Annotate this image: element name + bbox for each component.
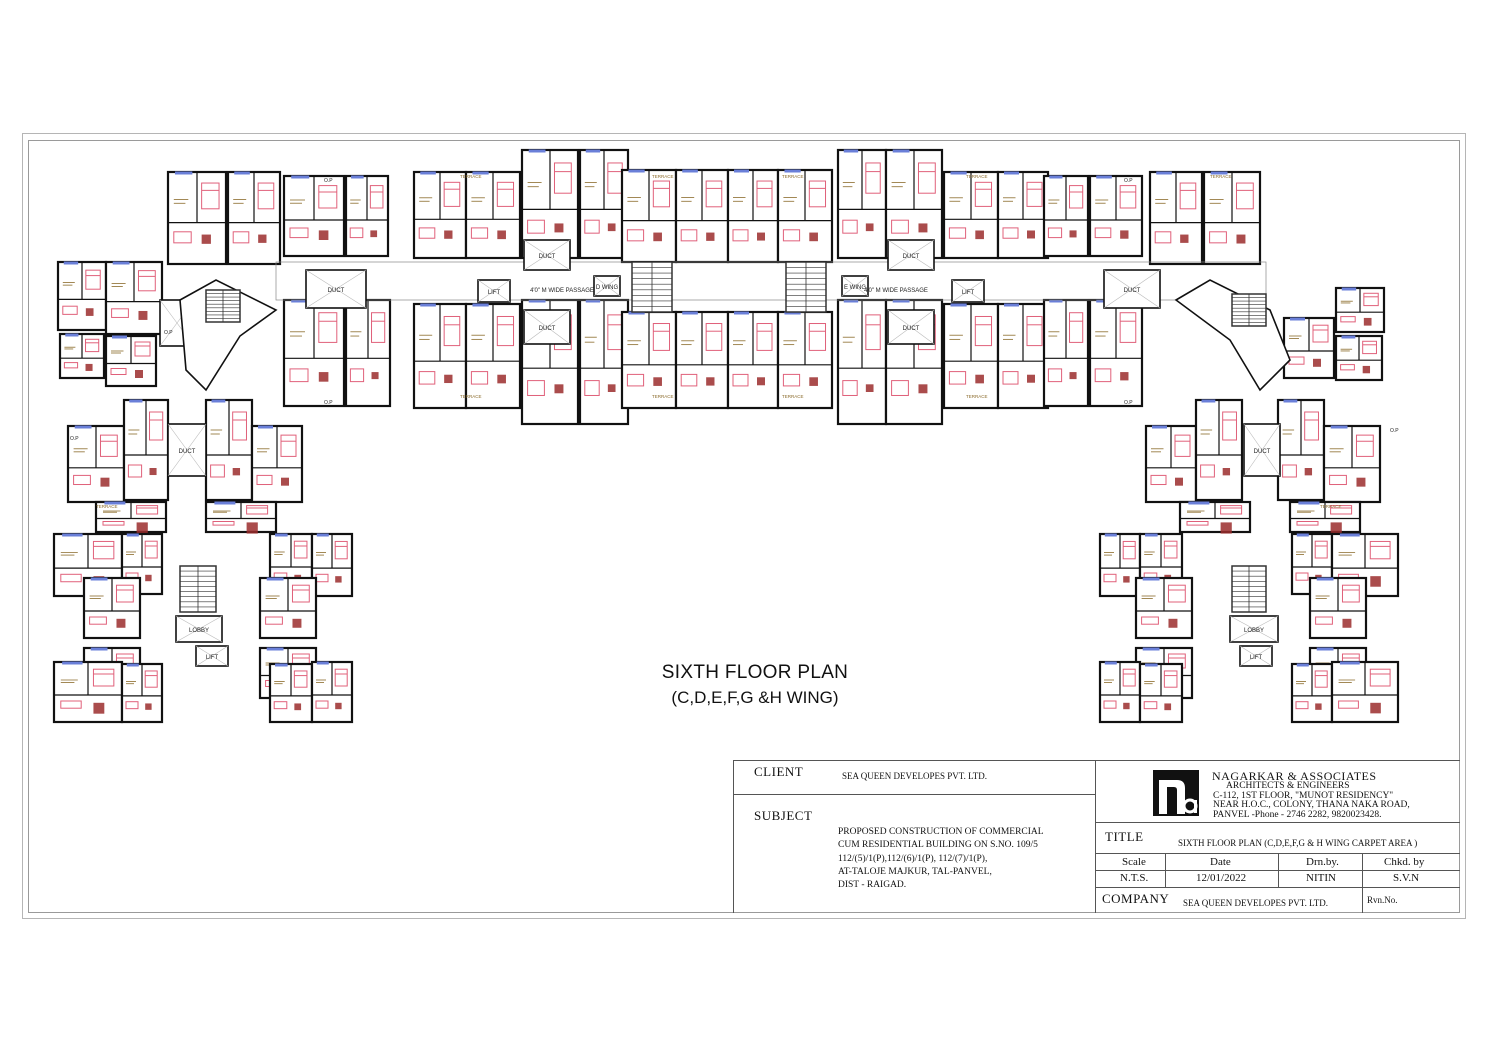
apartment-unit [312, 662, 352, 722]
apartment-unit [676, 170, 728, 262]
dining-table-icon [706, 233, 714, 241]
duct-label: DUCT [178, 449, 196, 455]
apartment-unit [284, 176, 344, 256]
dining-table-icon [1313, 359, 1321, 367]
staircase [1232, 294, 1266, 326]
apartment-unit [58, 262, 106, 330]
dining-table-icon [1070, 230, 1077, 237]
dining-table-icon [1180, 235, 1188, 243]
apartment-unit [60, 334, 104, 378]
apartment-unit [1196, 400, 1242, 500]
staircase [180, 566, 216, 612]
wing-label-label: E WING [844, 285, 866, 291]
dining-table-icon [653, 233, 662, 242]
apartment-unit [1292, 664, 1332, 722]
company-value: SEA QUEEN DEVELOPES PVT. LTD. [1183, 898, 1329, 908]
dining-table-icon [866, 384, 874, 392]
dining-table-icon [1221, 522, 1232, 533]
dining-table-icon [1120, 372, 1128, 380]
dining-table-icon [975, 230, 984, 239]
apartment-unit [228, 172, 280, 264]
apartment-unit [1180, 502, 1250, 534]
apartment-unit [466, 172, 520, 258]
scale-value: N.T.S. [1120, 872, 1149, 884]
op-label: O.P [70, 436, 79, 442]
dining-table-icon [86, 364, 93, 371]
dining-table-icon [202, 235, 211, 244]
dining-table-icon [653, 377, 662, 386]
dining-table-icon [335, 703, 341, 709]
apartment-unit [168, 172, 226, 264]
firm-line-3: NEAR H.O.C., COLONY, THANA NAKA ROAD, [1213, 800, 1410, 810]
date-label: Date [1210, 856, 1231, 868]
apartment-unit [728, 170, 778, 262]
duct [1104, 270, 1160, 308]
apartment-unit [1090, 300, 1142, 406]
dining-table-icon [138, 311, 147, 320]
apartment-unit [778, 170, 832, 262]
duct-label: DUCT [1123, 288, 1141, 294]
apartment-unit [1332, 662, 1398, 722]
drawn-by-value: NITIN [1306, 872, 1336, 884]
op-label: O.P [1124, 178, 1133, 184]
firm-name: NAGARKAR & ASSOCIATES [1212, 769, 1377, 783]
apartment-unit [944, 172, 998, 258]
apartment-unit [1090, 176, 1142, 256]
dining-table-icon [1164, 703, 1171, 710]
apartment-unit [1336, 288, 1384, 332]
dining-table-icon [1027, 230, 1035, 238]
op-label: O.P [324, 400, 333, 406]
lift [478, 280, 510, 302]
dining-table-icon [809, 233, 818, 242]
apartment-unit [1100, 662, 1140, 722]
apartment-unit [838, 300, 886, 424]
terrace-label: TERRACE [460, 394, 482, 399]
op-label: O.P [1390, 428, 1399, 434]
lift [196, 646, 228, 666]
dining-table-icon [281, 478, 289, 486]
firm-logo-icon [1153, 770, 1199, 816]
dining-table-icon [918, 223, 927, 232]
dining-table-icon [1315, 703, 1321, 709]
lobby-label: LOBBY [188, 628, 210, 634]
apartment-unit [346, 300, 390, 406]
apartment-unit [206, 502, 276, 534]
checked-by-label: Chkd. by [1384, 856, 1425, 868]
dining-table-icon [319, 230, 329, 240]
apartment-unit [1044, 176, 1088, 256]
dining-table-icon [1120, 230, 1128, 238]
dining-table-icon [145, 703, 151, 709]
dining-table-icon [1342, 619, 1351, 628]
op-label: O.P [1124, 400, 1133, 406]
dining-table-icon [233, 468, 240, 475]
duct-label: DUCT [902, 254, 920, 260]
apartment-unit [414, 304, 466, 408]
dining-table-icon [1370, 703, 1381, 714]
apartment-unit [1150, 172, 1202, 264]
dining-table-icon [444, 230, 452, 238]
lift-label: LIFT [961, 290, 975, 296]
dining-table-icon [1363, 366, 1370, 373]
dining-table-icon [1027, 375, 1035, 383]
lift-label: LIFT [205, 655, 219, 661]
dining-table-icon [292, 619, 301, 628]
terrace-label: TERRACE [1210, 174, 1232, 179]
dining-table-icon [497, 375, 506, 384]
apartment-unit [124, 400, 168, 500]
passage-label: 4'0" M WIDE PASSAGE [530, 288, 594, 294]
apartment-unit [1146, 426, 1196, 502]
apartment-unit [106, 336, 156, 386]
dining-table-icon [554, 384, 563, 393]
firm-line-1: ARCHITECTS & ENGINEERS [1226, 781, 1350, 791]
lobby [1230, 616, 1278, 642]
dining-table-icon [554, 223, 563, 232]
terrace-label: TERRACE [966, 174, 988, 179]
apartment-unit [1324, 426, 1380, 502]
dining-table-icon [1123, 703, 1129, 709]
checked-by-value: S.V.N [1393, 872, 1420, 884]
apartment-unit [312, 534, 352, 596]
apartment-unit [284, 300, 344, 406]
scale-label: Scale [1122, 856, 1146, 868]
terrace-label: TERRACE [652, 394, 674, 399]
apartment-unit [414, 172, 466, 258]
lobby-label: LOBBY [1243, 628, 1265, 634]
dining-table-icon [1168, 619, 1177, 628]
dining-table-icon [247, 522, 258, 533]
apartment-unit [1140, 664, 1182, 722]
revision-label: Rvn.No. [1367, 895, 1398, 905]
company-label: COMPANY [1102, 891, 1170, 906]
subject-value: PROPOSED CONSTRUCTION OF COMMERCIAL CUM RESIDENTIAL BUILDING ON S.NO. 109/5 112/(5)/1(P),112/(6)/1(P), 112/(7)/1(P), AT-TALOJE MAJKUR, TAL-PANVEL, DIST - RAIGAD. [838, 827, 1044, 891]
drawing-subtitle: (C,D,E,F,G &H WING) [671, 688, 839, 707]
dining-table-icon [86, 308, 94, 316]
lift-label: LIFT [487, 290, 501, 296]
apartment-unit [54, 662, 122, 722]
dining-table-icon [1331, 522, 1342, 533]
duct-label: DUCT [1253, 449, 1271, 455]
drawing-title: SIXTH FLOOR PLAN [661, 662, 849, 683]
apartment-unit [944, 304, 998, 408]
apartment-unit [838, 150, 886, 258]
apartment-unit [270, 664, 312, 722]
apartment-unit [1284, 318, 1334, 378]
dining-table-icon [137, 522, 148, 533]
terrace-label: TERRACE [966, 394, 988, 399]
dining-table-icon [757, 233, 765, 241]
apartment-unit [84, 578, 140, 638]
terrace-label: TERRACE [652, 174, 674, 179]
apartment-unit [206, 400, 252, 500]
dining-table-icon [866, 223, 874, 231]
apartment-unit [1310, 578, 1366, 638]
duct-label: DUCT [538, 254, 556, 260]
duct-label: DUCT [327, 288, 345, 294]
dining-table-icon [1356, 478, 1365, 487]
staircase [786, 262, 826, 312]
passage-label: 4'0" M WIDE PASSAGE [864, 288, 928, 294]
firm-line-4: PANVEL -Phone - 2746 2282, 9820023428. [1213, 810, 1382, 820]
dining-table-icon [1175, 478, 1183, 486]
apartment-unit [466, 304, 520, 408]
dining-table-icon [1370, 576, 1381, 587]
client-label: CLIENT [754, 764, 804, 779]
duct-label: DUCT [902, 326, 920, 332]
dining-table-icon [93, 703, 104, 714]
service-cores [160, 240, 1290, 666]
duct [524, 240, 570, 270]
wing-label [594, 276, 620, 296]
duct [524, 310, 570, 344]
dining-table-icon [1305, 468, 1312, 475]
apartment-unit [998, 172, 1048, 258]
apartment-unit [106, 262, 162, 334]
dining-table-icon [975, 375, 984, 384]
apartment-unit [998, 304, 1048, 408]
apartment-unit [1100, 534, 1140, 596]
apartment-unit [252, 426, 302, 502]
duct [888, 240, 934, 270]
op-label: O.P [164, 330, 173, 336]
apartment-unit [676, 312, 728, 408]
apartment-unit [622, 170, 676, 262]
dining-table-icon [1236, 235, 1245, 244]
duct-label: DUCT [538, 326, 556, 332]
apartment-unit [1278, 400, 1324, 500]
duct [1244, 424, 1280, 476]
dining-table-icon [444, 375, 452, 383]
terrace-label: TERRACE [96, 504, 118, 509]
dining-table-icon [145, 575, 151, 581]
dining-table-icon [135, 370, 143, 378]
client-value: SEA QUEEN DEVELOPES PVT. LTD. [842, 771, 988, 781]
apartment-unit [122, 664, 162, 722]
dining-table-icon [335, 576, 341, 582]
dining-table-icon [258, 235, 266, 243]
lobby [176, 616, 222, 642]
dining-table-icon [116, 619, 125, 628]
firm-line-2: C-112, 1ST FLOOR, "MUNOT RESIDENCY" [1213, 791, 1394, 801]
staircase [1232, 566, 1266, 612]
op-label: O.P [324, 178, 333, 184]
duct [306, 270, 366, 308]
dining-table-icon [319, 372, 329, 382]
apartment-unit [1204, 172, 1260, 264]
dining-table-icon [150, 468, 157, 475]
apartment-unit [1044, 300, 1088, 406]
terrace-label: TERRACE [782, 174, 804, 179]
apartment-unit [260, 578, 316, 638]
dining-table-icon [1223, 468, 1230, 475]
title-value: SIXTH FLOOR PLAN (C,D,E,F,G & H WING CARPET AREA ) [1178, 838, 1418, 848]
apartment-unit [1336, 336, 1382, 380]
drawn-by-label: Drn.by. [1306, 856, 1339, 868]
dining-table-icon [1070, 372, 1077, 379]
lift [1240, 646, 1272, 666]
apartment-unit [728, 312, 778, 408]
lift-label: LIFT [1249, 655, 1263, 661]
duct [888, 310, 934, 344]
dining-table-icon [1364, 318, 1372, 326]
terrace-label: TERRACE [1320, 504, 1342, 509]
title-label: TITLE [1105, 829, 1144, 844]
dining-table-icon [706, 377, 714, 385]
dining-table-icon [608, 384, 616, 392]
dining-table-icon [918, 384, 927, 393]
dining-table-icon [608, 223, 616, 231]
dining-table-icon [294, 703, 301, 710]
apartment-unit [346, 176, 388, 256]
terrace-label: TERRACE [460, 174, 482, 179]
staircase [206, 290, 240, 322]
apartment-units [54, 150, 1398, 722]
dining-table-icon [372, 372, 379, 379]
staircase [632, 262, 672, 312]
dining-table-icon [370, 230, 377, 237]
subject-label: SUBJECT [754, 808, 813, 823]
terrace-label: TERRACE [782, 394, 804, 399]
dining-table-icon [100, 478, 109, 487]
apartment-unit [1136, 578, 1192, 638]
apartment-unit [580, 300, 628, 424]
wing-label-label: D WING [595, 285, 619, 291]
dining-table-icon [1123, 576, 1129, 582]
apartment-unit [580, 150, 628, 258]
dining-table-icon [809, 377, 818, 386]
dining-table-icon [757, 377, 765, 385]
lift [952, 280, 984, 302]
duct [168, 424, 206, 476]
date-value: 12/01/2022 [1196, 872, 1247, 884]
dining-table-icon [497, 230, 506, 239]
